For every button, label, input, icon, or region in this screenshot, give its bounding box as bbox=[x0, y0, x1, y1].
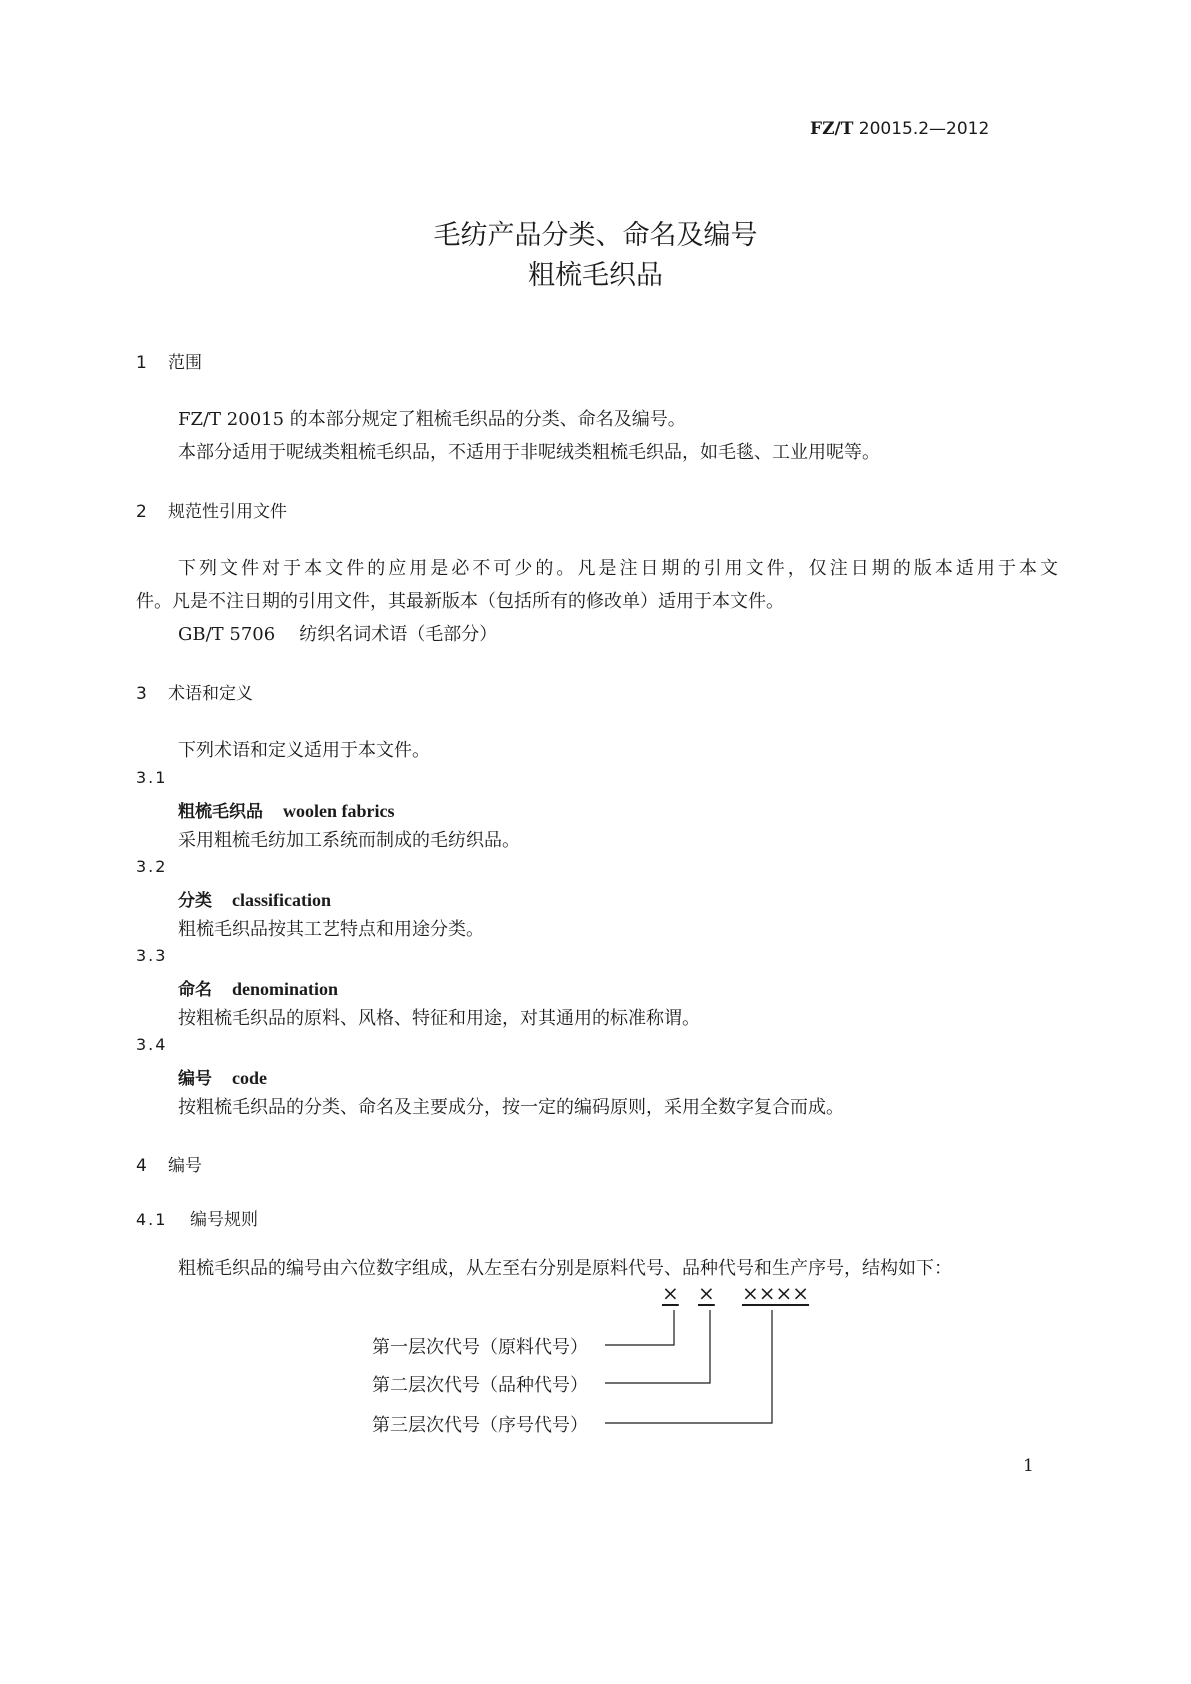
section-1-heading: 1 范围 bbox=[136, 353, 202, 373]
term-number: 3.1 bbox=[136, 768, 168, 787]
section-2-paragraph-line-1: 下列文件对于本文件的应用是必不可少的。凡是注日期的引用文件，仅注日期的版本适用于本文 bbox=[178, 558, 1058, 579]
term-number: 3.2 bbox=[136, 857, 168, 876]
section-2-heading: 2 规范性引用文件 bbox=[136, 502, 287, 522]
reference-code: GB/T 5706 bbox=[178, 624, 276, 645]
section-1-paragraph-1: FZ/T 20015 的本部分规定了粗梳毛织品的分类、命名及编号。 bbox=[178, 409, 686, 430]
section-4-heading: 4 编号 bbox=[136, 1156, 202, 1176]
section-3-heading: 3 术语和定义 bbox=[136, 684, 253, 704]
term-heading: 命名 denomination bbox=[178, 979, 339, 1000]
code-mark-first: × bbox=[662, 1281, 679, 1305]
code-mark-second: × bbox=[698, 1281, 715, 1305]
diagram-label-second-level: 第二层次代号（品种代号） bbox=[372, 1375, 588, 1396]
diagram-label-first-level: 第一层次代号（原料代号） bbox=[372, 1337, 588, 1358]
document-title-line1: 毛纺产品分类、命名及编号 bbox=[433, 220, 758, 251]
term-number: 3.3 bbox=[136, 946, 168, 965]
connector-third-level bbox=[605, 1310, 772, 1423]
standard-code: 20015.2—2012 bbox=[858, 119, 990, 139]
term-heading: 粗梳毛织品 woolen fabrics bbox=[178, 801, 395, 822]
term-definition: 粗梳毛织品按其工艺特点和用途分类。 bbox=[178, 919, 484, 940]
connector-first-level bbox=[605, 1310, 674, 1345]
term-definition: 按粗梳毛织品的原料、风格、特征和用途，对其通用的标准称谓。 bbox=[178, 1008, 700, 1029]
term-heading: 编号 code bbox=[178, 1068, 267, 1089]
term-heading: 分类 classification bbox=[178, 890, 331, 911]
diagram-label-third-level: 第三层次代号（序号代号） bbox=[372, 1415, 588, 1436]
subsection-4-1-heading: 4.1 编号规则 bbox=[136, 1210, 258, 1230]
page-number: 1 bbox=[1023, 1456, 1034, 1476]
standard-prefix: FZ/T bbox=[810, 119, 854, 139]
code-mark-third: ×××× bbox=[742, 1281, 810, 1305]
term-definition: 按粗梳毛织品的分类、命名及主要成分，按一定的编码原则，采用全数字复合而成。 bbox=[178, 1097, 844, 1118]
term-definition: 采用粗梳毛纺加工系统而制成的毛纺织品。 bbox=[178, 830, 520, 851]
section-1-paragraph-2: 本部分适用于呢绒类粗梳毛织品，不适用于非呢绒类粗梳毛织品，如毛毯、工业用呢等。 bbox=[178, 442, 880, 463]
section-3-intro: 下列术语和定义适用于本文件。 bbox=[178, 740, 430, 761]
connector-second-level bbox=[605, 1310, 710, 1383]
document-title-line2: 粗梳毛织品 bbox=[528, 260, 663, 291]
term-number: 3.4 bbox=[136, 1035, 168, 1054]
section-2-paragraph-line-2: 件。凡是不注日期的引用文件，其最新版本（包括所有的修改单）适用于本文件。 bbox=[136, 591, 784, 612]
reference-title: 纺织名词术语（毛部分） bbox=[299, 624, 498, 645]
section-4-paragraph: 粗梳毛织品的编号由六位数字组成，从左至右分别是原料代号、品种代号和生产序号，结构如下： bbox=[178, 1258, 952, 1279]
